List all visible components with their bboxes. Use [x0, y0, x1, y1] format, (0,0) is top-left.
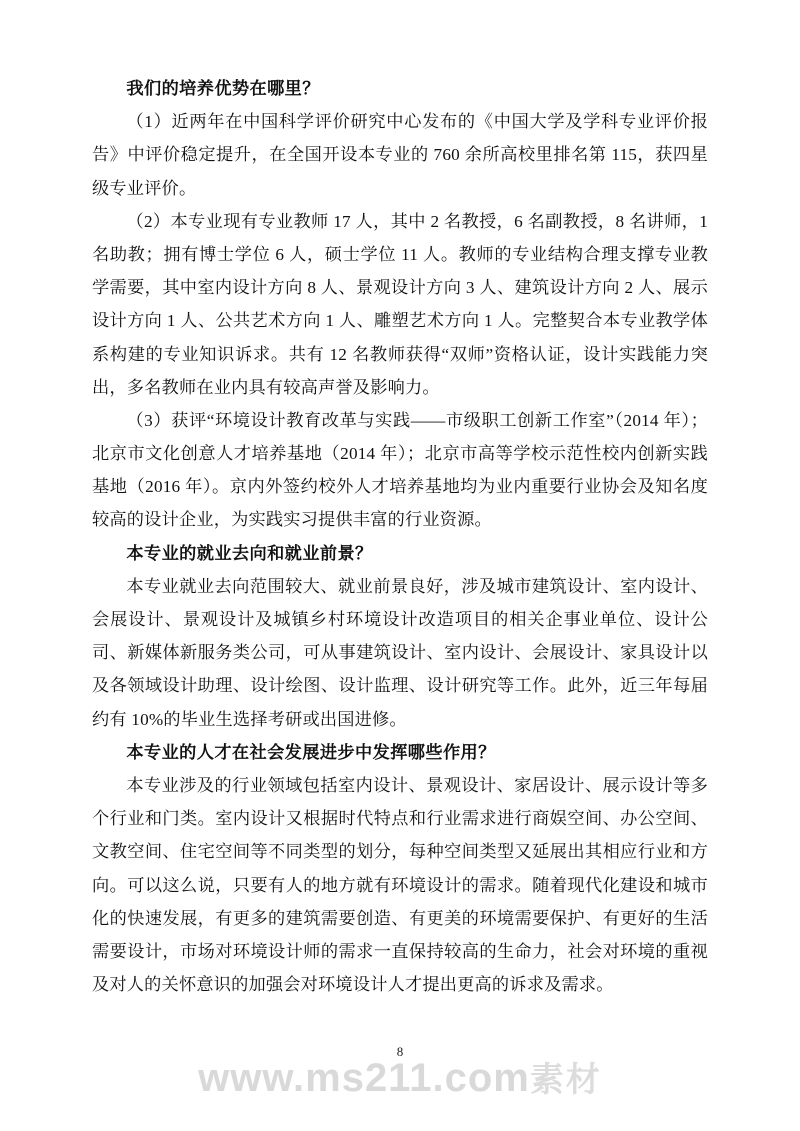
section-heading-3: 本专业的人才在社会发展进步中发挥哪些作用？: [126, 742, 496, 762]
paragraph-5: 本专业涉及的行业领域包括室内设计、景观设计、家居设计、展示设计等多个行业和门类。室内设计又根据时代特点和行业需求进行商娱空间、办公空间、文教空间、住宅空间等不同类型的划分，每种空间类型又延展出其相应行业和方向。可以这么说，只要有人的地方就有环境设计的需求。随着现代化建设和城市化的快速发展，有更多的建筑需要创造、有更美的环境需要保护、有更好的生活需要设计，市场对环境设计师的需求一直保持较高的生命力，社会对环境的重视及对人的关怀意识的加强会对环境设计人才提出更高的诉求及需求。: [92, 775, 708, 995]
paragraph-4: 本专业就业去向范围较大、就业前景良好，涉及城市建筑设计、室内设计、会展设计、景观设计及城镇乡村环境设计改造项目的相关企事业单位、设计公司、新媒体新服务类公司，可从事建筑设计、室内设计、会展设计、家具设计以及各领域设计助理、设计绘图、设计监理、设计研究等工作。此外，近三年每届约有 10%的毕业生选择考研或出国进修。: [92, 576, 708, 729]
document-body: [92, 72, 708, 1001]
watermark-url: www.ms211.com: [198, 1056, 530, 1100]
section-heading-1: 我们的培养优势在哪里？: [126, 79, 320, 98]
page-number: 8: [396, 1044, 404, 1059]
section-heading-2: 本专业的就业去向和就业前景？: [126, 543, 373, 563]
watermark-label: 素材: [529, 1060, 602, 1100]
watermark: [0, 1052, 800, 1101]
paragraph-2: （2）本专业现有专业教师 17 人，其中 2 名教授，6 名副教授，8 名讲师，1 名助教；拥有博士学位 6 人，硕士学位 11 人。教师的专业结构合理支撑专业教学需要，其中室内设计方向 8 人、景观设计方向 3 人、建筑设计方向 2 人、展示设计方向 1 人、公共艺术方向 1 人、雕塑艺术方向 1 人。完整契合本专业教学体系构建的专业知识诉求。共有 12 名教师获得“双师”资格认证，设计实践能力突出，多名教师在业内具有较高声誉及影响力。: [92, 211, 708, 397]
paragraph-1: （1）近两年在中国科学评价研究中心发布的《中国大学及学科专业评价报告》中评价稳定提升，在全国开设本专业的 760 余所高校里排名第 115，获四星级专业评价。: [92, 112, 708, 198]
paragraph-3: （3）获评“环境设计教育改革与实践——市级职工创新工作室”（2014 年）；北京市文化创意人才培养基地（2014 年）；北京市高等学校示范性校内创新实践基地（2016 年）。京内外签约校外人才培养基地均为业内重要行业协会及知名度较高的设计企业，为实践实习提供丰富的行业资源。: [92, 410, 708, 530]
